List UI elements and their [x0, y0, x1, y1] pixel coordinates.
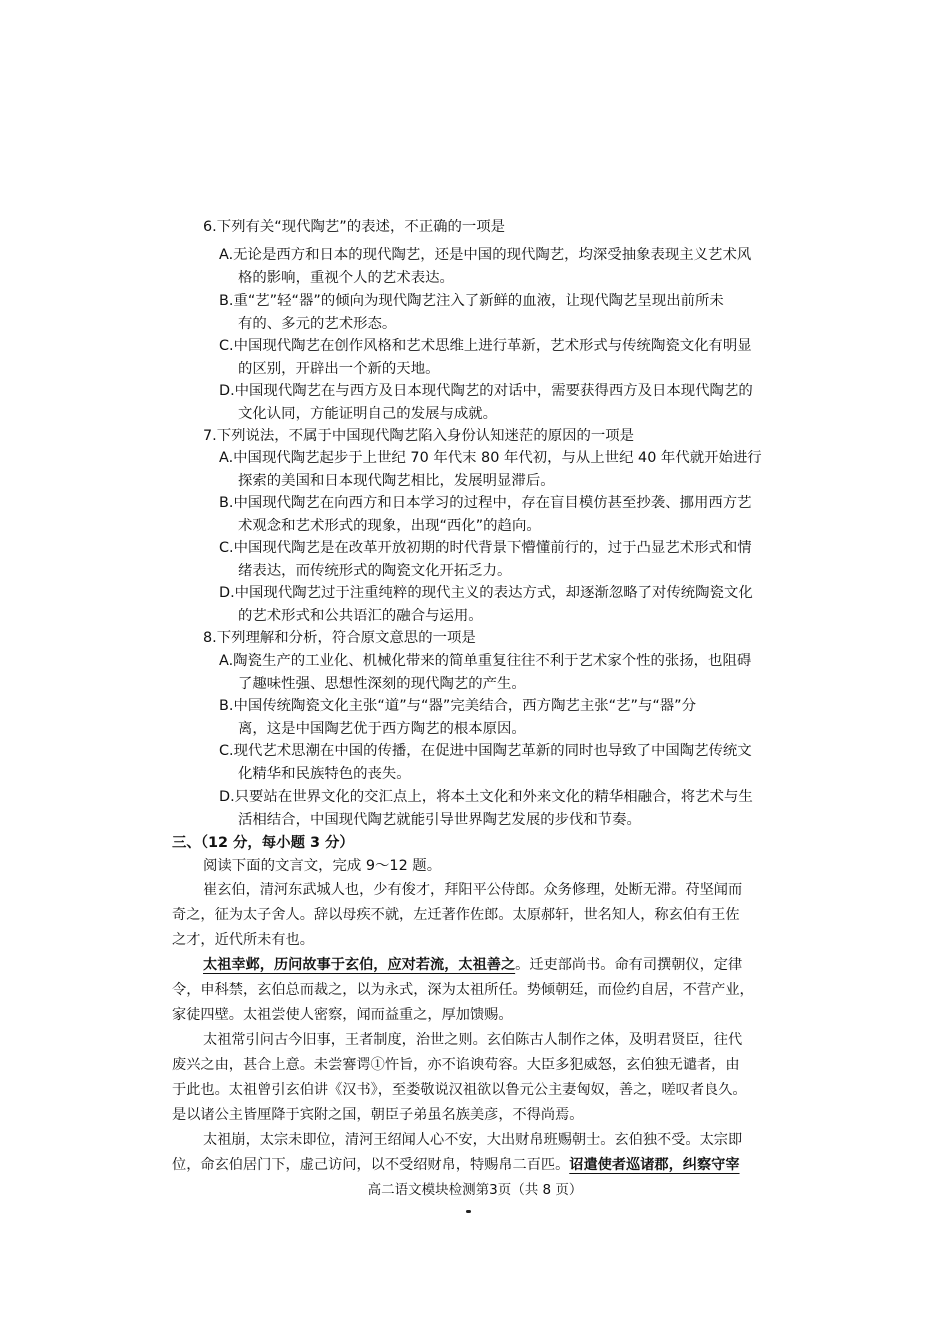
question-8-option-b: B.中国传统陶瓷文化主张“道”与“器”完美结合，西方陶艺主张“艺”与“器”分 [219, 698, 697, 714]
question-6-stem: 6.下列有关“现代陶艺”的表述，不正确的一项是 [203, 219, 506, 235]
passage-line [172, 1154, 740, 1176]
question-8-option-c: C.现代艺术思潮在中国的传播，在促进中国陶艺革新的同时也导致了中国陶艺传统文 [219, 743, 752, 759]
question-7-option-a-cont: 探索的美国和日本现代陶艺相比，发展明显滞后。 [238, 473, 555, 489]
question-8-option-a-cont: 了趣味性强、思想性深刻的现代陶艺的产生。 [238, 676, 526, 692]
question-8-stem: 8.下列理解和分析，符合原文意思的一项是 [203, 630, 476, 646]
question-6-option-c-cont: 的区别，开辟出一个新的天地。 [238, 361, 440, 377]
passage-line: 崔玄伯，清河东武城人也，少有俊才，拜阳平公侍郎。众务修理，处断无滞。苻坚闻而 [203, 882, 743, 898]
passage-line: 太祖崩，太宗未即位，清河王绍闻人心不安，大出财帛班赐朝士。玄伯独不受。太宗即 [203, 1132, 743, 1148]
passage-line: 废兴之由，甚合上意。未尝謇谔①忤旨，亦不谄谀苟容。大臣多犯威怒，玄伯独无谴者，由 [172, 1057, 740, 1073]
passage-line: 奇之，征为太子舍人。辞以母疾不就，左迁著作佐郎。太原郝轩，世名知人，称玄伯有王佐 [172, 907, 740, 923]
passage-line: 太祖常引问古今旧事，王者制度，治世之则。玄伯陈古人制作之体，及明君贤臣，往代 [203, 1032, 743, 1048]
question-8-option-d: D.只要站在世界文化的交汇点上，将本土文化和外来文化的精华相融合，将艺术与生 [219, 789, 753, 805]
question-7-option-b: B.中国现代陶艺在向西方和日本学习的过程中，存在盲目模仿甚至抄袭、挪用西方艺 [219, 495, 752, 511]
question-6-option-d-cont: 文化认同，方能证明自己的发展与成就。 [238, 406, 498, 422]
underlined-sentence: 诏遣使者巡诸郡，纠察守宰 [569, 1157, 740, 1173]
passage-line [203, 954, 742, 976]
question-7-option-a: A.中国现代陶艺起步于上世纪 70 年代末 80 年代初，与从上世纪 40 年代就开始进行 [219, 450, 762, 466]
question-8-option-c-cont: 化精华和民族特色的丧失。 [238, 766, 411, 782]
question-6-option-b-cont: 有的、多元的艺术形态。 [238, 316, 397, 332]
passage-line: 于此也。太祖曾引玄伯讲《汉书》，至娄敬说汉祖欲以鲁元公主妻匈奴，善之，嗟叹者良久。 [172, 1082, 747, 1098]
question-7-stem: 7.下列说法，不属于中国现代陶艺陷入身份认知迷茫的原因的一项是 [203, 428, 635, 444]
underlined-sentence: 太祖幸邺，历问故事于玄伯，应对若流，太祖善之 [203, 957, 516, 973]
question-8-option-d-cont: 活相结合，中国现代陶艺就能引导世界陶艺发展的步伐和节奏。 [238, 812, 641, 828]
question-7-option-c: C.中国现代陶艺是在改革开放初期的时代背景下懵懂前行的，过于凸显艺术形式和情 [219, 540, 752, 556]
question-6-option-a: A.无论是西方和日本的现代陶艺，还是中国的现代陶艺，均深受抽象表现主义艺术风 [219, 247, 752, 263]
question-7-option-d-cont: 的艺术形式和公共语汇的融合与运用。 [238, 608, 483, 624]
passage-line: 家徒四壁。太祖尝使人密察，闻而益重之，厚加馈赐。 [172, 1007, 513, 1023]
page-footer: 高二语文模块检测第3页（共 8 页） [367, 1182, 583, 1198]
passage-text: 。迁吏部尚书。命有司撰朝仪，定律 [515, 957, 743, 973]
question-7-option-c-cont: 绪表达，而传统形式的陶瓷文化开拓乏力。 [238, 563, 512, 579]
scan-speck [466, 1210, 471, 1213]
passage-line: 令，申科禁，玄伯总而裁之，以为永式，深为太祖所任。势倾朝廷，而俭约自居，不营产业， [172, 982, 754, 998]
question-6-option-d: D.中国现代陶艺在与西方及日本现代陶艺的对话中，需要获得西方及日本现代陶艺的 [219, 383, 753, 399]
section-3-heading: 三、（12 分，每小题 3 分） [172, 835, 354, 851]
question-7-option-d: D.中国现代陶艺过于注重纯粹的现代主义的表达方式，却逐渐忽略了对传统陶瓷文化 [219, 585, 753, 601]
question-6-option-b: B.重“艺”轻“器”的倾向为现代陶艺注入了新鲜的血液，让现代陶艺呈现出前所未 [219, 293, 724, 309]
question-7-option-b-cont: 术观念和艺术形式的现象，出现“西化”的趋向。 [238, 518, 541, 534]
question-6-option-c: C.中国现代陶艺在创作风格和艺术思维上进行革新，艺术形式与传统陶瓷文化有明显 [219, 338, 752, 354]
passage-text: 位，命玄伯居门下，虚己访问，以不受绍财帛，特赐帛二百匹。 [172, 1157, 570, 1173]
question-6-option-a-cont: 格的影响，重视个人的艺术表达。 [238, 270, 454, 286]
question-8-option-b-cont: 离，这是中国陶艺优于西方陶艺的根本原因。 [238, 721, 526, 737]
passage-line: 是以诸公主皆厘降于宾附之国，朝臣子弟虽名族美彦，不得尚焉。 [172, 1107, 584, 1123]
section-3-instruction: 阅读下面的文言文，完成 9～12 题。 [203, 858, 442, 874]
question-8-option-a: A.陶瓷生产的工业化、机械化带来的简单重复往往不利于艺术家个性的张扬，也阻碍 [219, 653, 752, 669]
passage-line: 之才，近代所未有也。 [172, 932, 314, 948]
